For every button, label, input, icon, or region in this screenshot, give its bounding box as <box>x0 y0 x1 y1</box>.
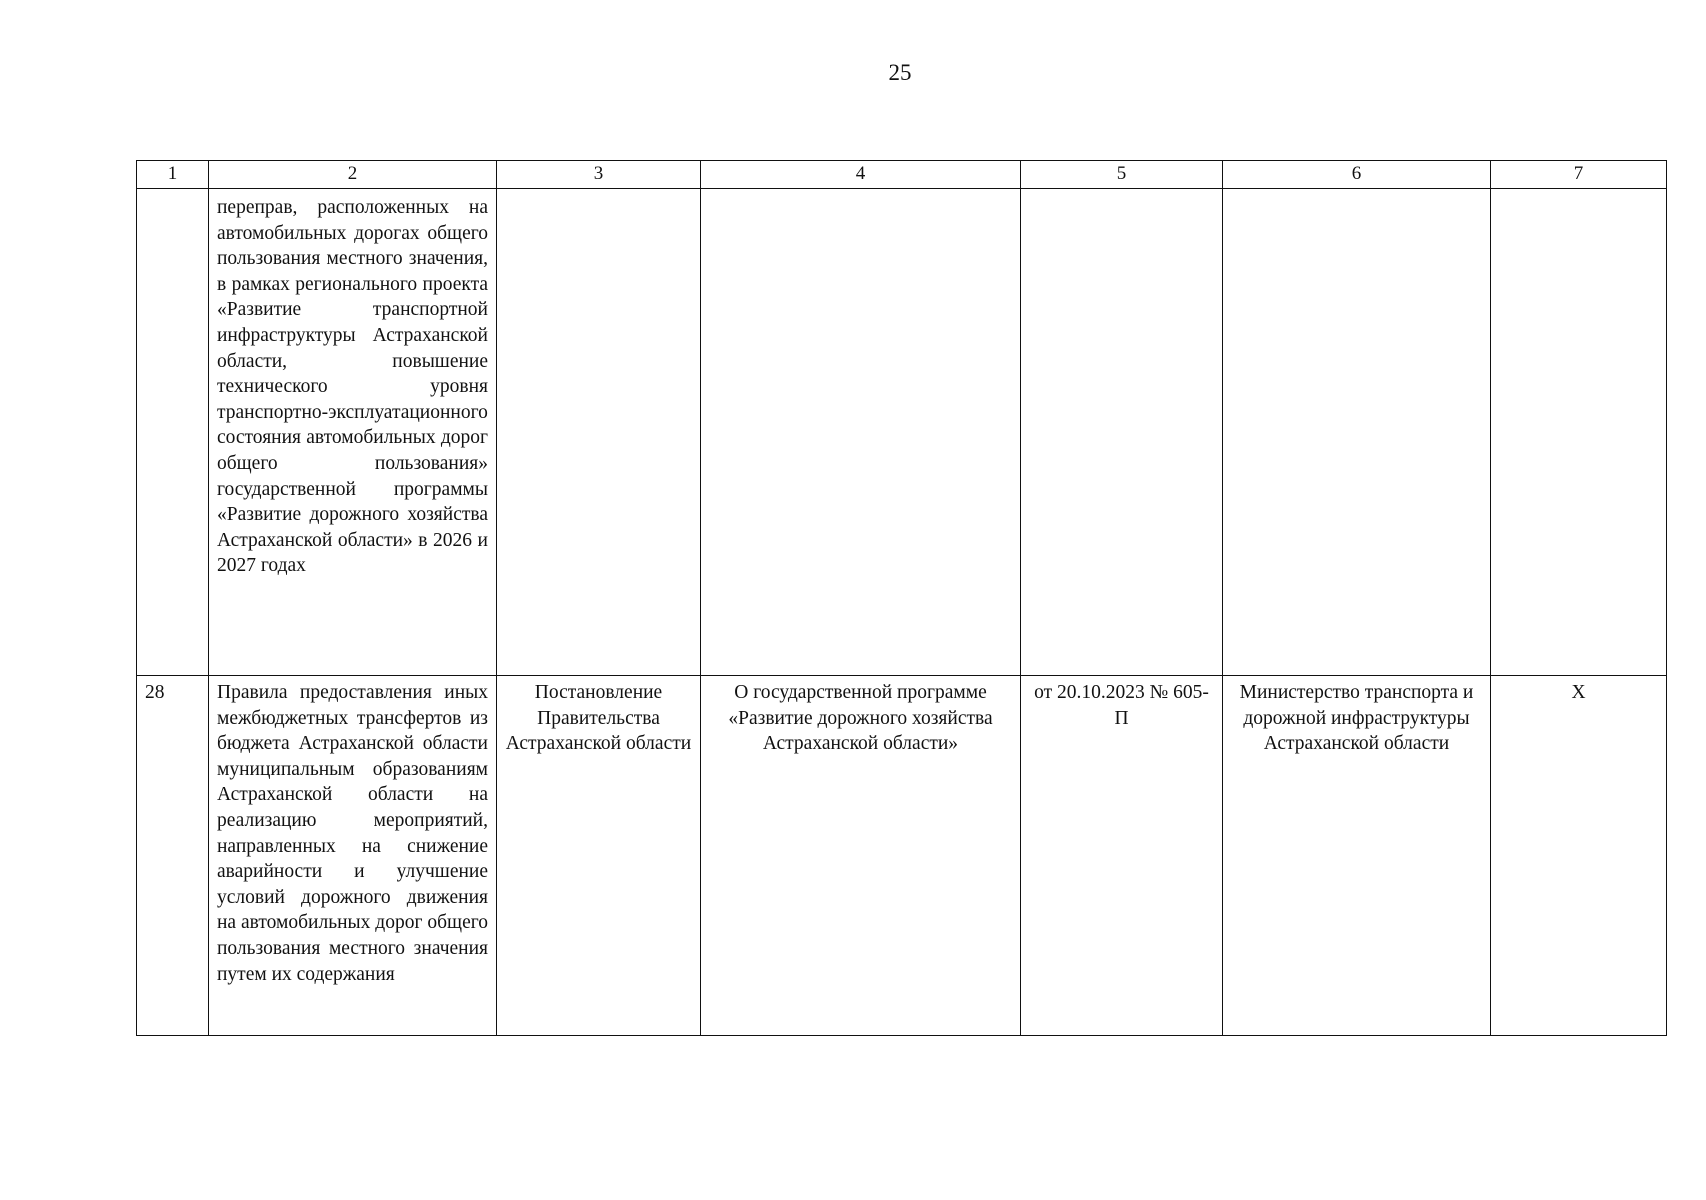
act-date-cell <box>1021 189 1223 676</box>
authority-cell: Министерство транспорта и дорожной инфраструктуры Астраханской области <box>1223 676 1491 1036</box>
table-header-row <box>137 161 1667 189</box>
act-date-cell: от 20.10.2023 № 605-П <box>1021 676 1223 1036</box>
column-header: 4 <box>701 161 1021 189</box>
row-number-cell <box>137 189 209 676</box>
act-name-cell: Правила предоставления иных межбюджетных трансфертов из бюджета Астраханской области муниципальным образованиям Астраханской области на реализацию мероприятий, направленных на снижение аварийности и улучшение условий дорожного движения на автомобильных дорог общего пользования местного значения путем их содержания <box>209 676 497 1036</box>
column-header: 2 <box>209 161 497 189</box>
act-title-cell: О государственной программе «Развитие дорожного хозяйства Астраханской области» <box>701 676 1021 1036</box>
column-header: 6 <box>1223 161 1491 189</box>
column-header: 1 <box>137 161 209 189</box>
column-header: 3 <box>497 161 701 189</box>
act-name-cell: переправ, расположенных на автомобильных дорогах общего пользования местного значения, в рамках регионального проекта «Развитие транспортной инфраструктуры Астраханской области, повышение технического уровня транспортно-эксплуатационного состояния автомобильных дорог общего пользования» государственной программы «Развитие дорожного хозяйства Астраханской области» в 2026 и 2027 годах <box>209 189 497 676</box>
table-row <box>137 676 1667 1036</box>
page-number: 25 <box>888 60 912 85</box>
act-title-cell <box>701 189 1021 676</box>
authority-cell <box>1223 189 1491 676</box>
mark-cell <box>1491 189 1667 676</box>
act-type-cell <box>497 189 701 676</box>
row-number-cell: 28 <box>137 676 209 1036</box>
table-row <box>137 189 1667 676</box>
mark-cell: Х <box>1491 676 1667 1036</box>
column-header: 5 <box>1021 161 1223 189</box>
act-type-cell: Постановление Правительства Астраханской области <box>497 676 701 1036</box>
column-header: 7 <box>1491 161 1667 189</box>
regulatory-acts-table <box>136 160 1667 1036</box>
